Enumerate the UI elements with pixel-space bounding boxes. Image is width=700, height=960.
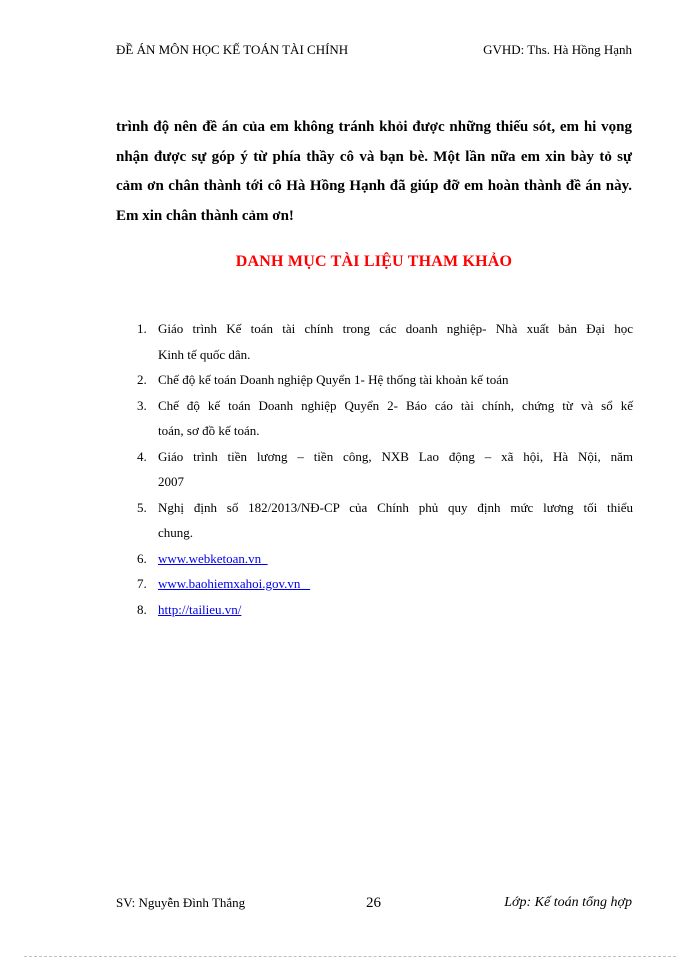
reference-item [131,316,633,367]
reference-text: Chế độ kế toán Doanh nghiệp Quyển 1- Hệ thống tài khoản kế toán [158,372,509,387]
reference-item [131,571,633,597]
reference-text: chung. [158,525,194,540]
reference-number: 7. [137,576,147,591]
reference-text: Giáo trình tiền lương – tiền công, NXB Lao động – xã hội, Hà Nội, năm [158,448,633,464]
reference-item [131,393,633,444]
page-break-divider [24,956,676,957]
reference-text: Kinh tế quốc dân. [158,346,251,362]
reference-number: 5. [137,499,147,515]
reference-link-baohiemxahoi[interactable]: www.baohiemxahoi.gov.vn [158,576,311,591]
reference-item [131,444,633,495]
page-number: 26 [366,895,381,911]
page-header [116,42,632,62]
header-supervisor: GVHD: Ths. Hà Hồng Hạnh [483,42,632,57]
page-footer [116,895,632,915]
footer-class: Lớp: Kế toán tổng hợp [504,895,632,910]
reference-item [131,597,633,623]
reference-number: 8. [137,601,147,617]
paragraph-line: Em xin chân thành cảm ơn! [116,207,294,224]
reference-item [131,495,633,546]
reference-item [131,367,633,393]
reference-text: Nghị định số 182/2013/NĐ-CP của Chính phủ quy định mức lương tối thiểu [158,499,633,515]
paragraph-line: nhận được sự góp ý từ phía thầy cô và bạn bè. Một lần nữa em xin bày tỏ sự [116,148,632,165]
reference-number: 2. [137,372,147,387]
reference-link-tailieu[interactable]: http://tailieu.vn/ [158,601,242,617]
header-course-title: ĐỀ ÁN MÔN HỌC KẾ TOÁN TÀI CHÍNH [116,42,349,57]
reference-number: 6. [137,550,147,566]
reference-number: 3. [137,397,147,413]
reference-link-webketoan[interactable]: www.webketoan.vn [158,550,268,566]
footer-student: SV: Nguyễn Đình Thắng [116,895,246,910]
reference-text: Giáo trình Kế toán tài chính trong các doanh nghiệp- Nhà xuất bản Đại học [158,321,633,336]
references-list [131,316,633,622]
reference-item [131,546,633,572]
references-title: DANH MỤC TÀI LIỆU THAM KHẢO [235,253,513,270]
reference-text: 2007 [158,474,184,489]
reference-number: 4. [137,448,147,464]
reference-number: 1. [137,321,147,336]
paragraph-line: cảm ơn chân thành tới cô Hà Hồng Hạnh đã giúp đỡ em hoàn thành đề án này. [116,178,632,194]
reference-text: Chế độ kế toán Doanh nghiệp Quyển 2- Báo cáo tài chính, chứng từ và sổ kế [158,397,633,413]
paragraph-line: trình độ nên đề án của em không tránh khỏi được những thiếu sót, em hi vọng [116,119,632,135]
reference-text: toán, sơ đồ kế toán. [158,423,260,438]
closing-paragraph [116,113,632,231]
